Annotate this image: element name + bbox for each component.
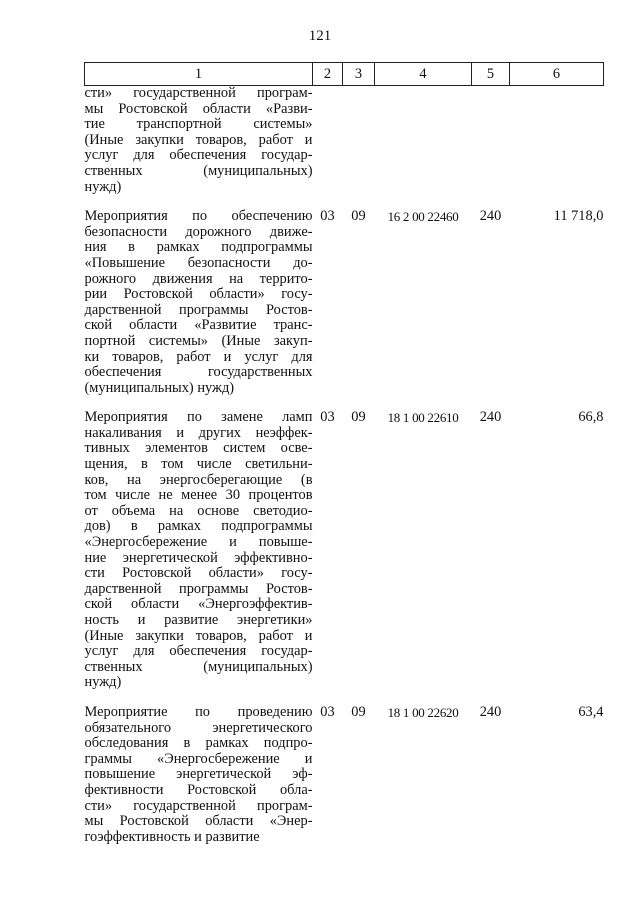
row-spacer — [85, 691, 604, 705]
description-line: обязательного энергетического — [84, 719, 313, 736]
description-line: дарственной программы Ростов- — [84, 580, 313, 597]
table-row — [85, 209, 604, 396]
description-line: тивных элементов систем осве- — [84, 440, 313, 457]
description-line: (Иные закупки товаров, работ и — [84, 627, 313, 644]
description-line: ность и развитие энергетики» — [84, 612, 313, 628]
description-line: фективности Ростовской обла- — [84, 781, 313, 798]
description-line: том числе не менее 30 процентов — [84, 487, 313, 504]
description-line: портной системы» (Иные закуп- — [84, 332, 313, 349]
description-line: сти Ростовской области» госу- — [84, 565, 313, 582]
description-line: услуг для обеспечения государ- — [84, 643, 313, 660]
column-header: 3 — [343, 63, 375, 86]
amount-value — [510, 86, 604, 196]
description-line: «Энергосбережение и повыше- — [84, 534, 313, 551]
target-article-code: 18 1 00 22620 — [387, 704, 459, 720]
description-line: сти» государственной програм- — [84, 85, 313, 101]
target-article-code — [375, 86, 472, 196]
description-line: ственных (муниципальных) — [84, 658, 313, 675]
description-line: услуг для обеспечения государ- — [84, 147, 313, 164]
description-line: ние энергетической эффективно- — [84, 549, 313, 566]
description-line: ки товаров, работ и услуг для — [84, 348, 313, 365]
table-row — [85, 410, 604, 691]
budget-table — [84, 62, 604, 845]
description-line: повышение энергетической эф- — [84, 766, 313, 783]
description-line: безопасности дорожного движе- — [84, 223, 313, 240]
description-line: от объема на основе светодио- — [84, 502, 313, 519]
description-line: Мероприятия по замене ламп — [84, 409, 313, 426]
target-article-code: 16 2 00 22460 — [387, 209, 459, 225]
section-code: 03 — [320, 703, 335, 720]
description-line: нужд) — [84, 178, 122, 195]
expense-type-code: 240 — [479, 409, 502, 426]
column-header: 1 — [85, 63, 313, 86]
amount-value: 66,8 — [578, 409, 604, 426]
column-header: 5 — [472, 63, 510, 86]
target-article-code: 18 1 00 22610 — [387, 410, 459, 426]
table-body — [85, 86, 604, 846]
expense-description — [85, 209, 313, 396]
column-header: 2 — [313, 63, 343, 86]
description-line: накаливания и других неэффек- — [84, 424, 313, 441]
subsection-code: 09 — [351, 208, 366, 225]
expense-type-code: 240 — [479, 208, 502, 225]
page-number: 121 — [308, 28, 332, 44]
row-spacer — [85, 396, 604, 410]
description-line: обеспечения государственных — [84, 364, 313, 381]
table-header-row — [85, 63, 604, 86]
description-line: дарственной программы Ростов- — [84, 301, 313, 318]
description-line: ния в рамках подпрограммы — [84, 239, 313, 256]
description-line: ственных (муниципальных) — [84, 162, 313, 179]
description-line: тие транспортной системы» — [84, 116, 313, 133]
description-line: мы Ростовской области «Разви- — [84, 100, 313, 117]
description-line: рии Ростовской области» госу- — [84, 286, 313, 303]
amount-value: 63,4 — [578, 703, 604, 720]
expense-type-code: 240 — [479, 703, 502, 720]
description-line: ской области «Развитие транс- — [84, 317, 313, 334]
description-line: (муниципальных) нужд) — [84, 379, 235, 396]
description-line: нужд) — [84, 674, 122, 691]
row-spacer — [85, 195, 604, 209]
description-line: «Повышение безопасности до- — [84, 254, 313, 271]
expense-description — [85, 86, 313, 196]
column-header: 4 — [375, 63, 472, 86]
section-code — [313, 86, 343, 196]
description-line: Мероприятия по обеспечению — [84, 208, 313, 225]
table-row — [85, 705, 604, 845]
table-row — [85, 86, 604, 196]
section-code: 03 — [320, 409, 335, 426]
section-code: 03 — [320, 208, 335, 225]
subsection-code: 09 — [351, 409, 366, 426]
amount-value: 11 718,0 — [553, 208, 604, 225]
description-line: дов) в рамках подпрограммы — [84, 518, 313, 535]
column-header: 6 — [510, 63, 604, 86]
expense-description — [85, 410, 313, 691]
description-line: ков, на энергосберегающие (в — [84, 471, 313, 488]
subsection-code: 09 — [351, 703, 366, 720]
expense-description — [85, 705, 313, 845]
description-line: обследования в рамках подпро- — [84, 735, 313, 752]
description-line: сти» государственной програм- — [84, 797, 313, 814]
description-line: (Иные закупки товаров, работ и — [84, 131, 313, 148]
description-line: ской области «Энергоэффектив- — [84, 596, 313, 613]
description-line: гоэффективность и развитие — [84, 828, 260, 845]
description-line: Мероприятие по проведению — [84, 703, 313, 720]
subsection-code — [343, 86, 375, 196]
description-line: граммы «Энергосбережение и — [84, 750, 313, 767]
description-line: щения, в том числе светильни- — [84, 456, 313, 473]
description-line: мы Ростовской области «Энер- — [84, 813, 313, 830]
description-line: рожного движения на террито- — [84, 270, 313, 287]
expense-type-code — [472, 86, 510, 196]
